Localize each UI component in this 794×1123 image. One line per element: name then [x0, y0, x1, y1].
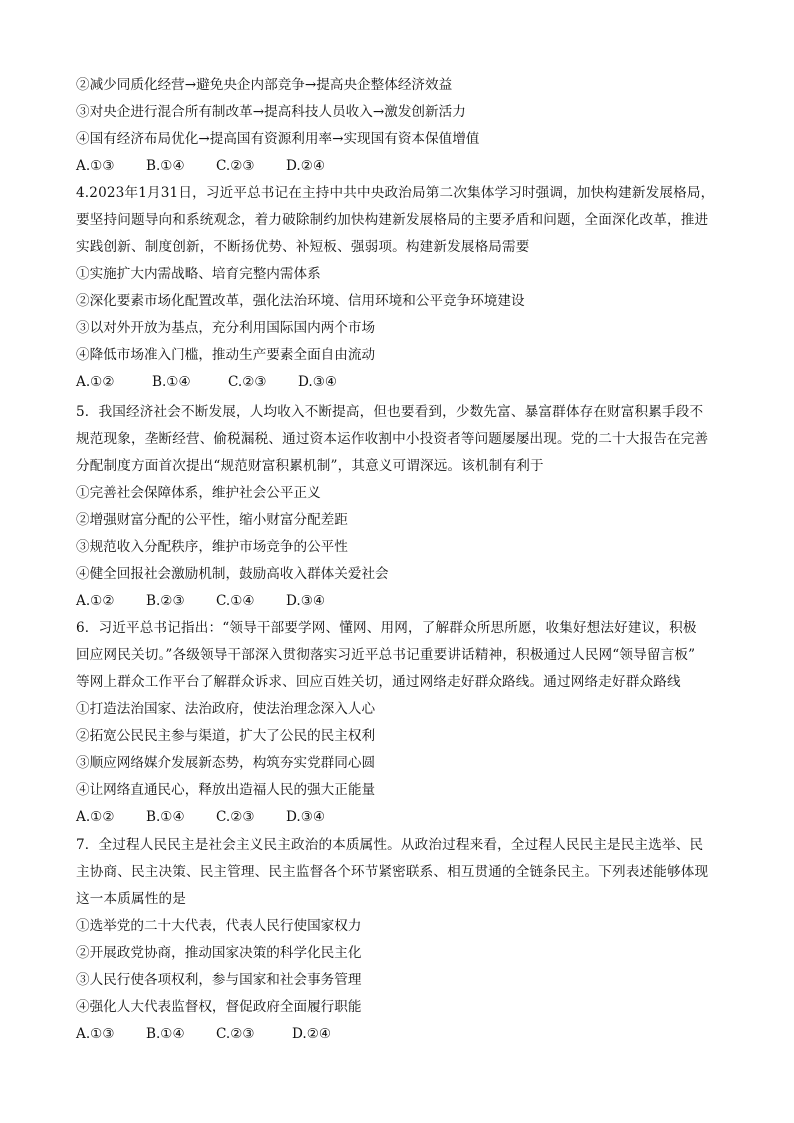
q4-option-3: ③以对外开放为基点，充分利用国际国内两个市场: [76, 320, 376, 336]
q5-option-2: ②增强财富分配的公平性，缩小财富分配差距: [76, 512, 348, 528]
q7-option-1: ①选举党的二十大代表，代表人民行使国家权力: [76, 918, 362, 934]
q6-option-1: ①打造法治国家、法治政府，使法治理念深入人心: [76, 701, 376, 717]
q5-option-3: ③规范收入分配秩序，维护市场竞争的公平性: [76, 539, 348, 555]
q5-option-1: ①完善社会保障体系，维护社会公平正义: [76, 485, 321, 501]
q7-option-4: ④强化人大代表监督权，督促政府全面履行职能: [76, 999, 362, 1015]
q7-stem-line-2: 主协商、民主决策、民主管理、民主监督各个环节紧密联系、相互贯通的全链条民主。下列表述能够体现: [76, 864, 709, 880]
q7-stem-line-3: 这一本质属性的是: [76, 891, 186, 907]
q7-answer-a: A.①③: [76, 1026, 115, 1042]
q5-answer-d: D.③④: [286, 593, 326, 609]
q6-answer-d: D.③④: [286, 809, 326, 825]
q5-answer-c: C.①④: [216, 593, 255, 609]
q7-option-2: ②开展政党协商，推动国家决策的科学化民主化: [76, 945, 362, 961]
q5-answer-a: A.①②: [76, 593, 115, 609]
q6-option-4: ④让网络直通民心，释放出造福人民的强大正能量: [76, 782, 376, 798]
q3-answer-c: C.②③: [216, 158, 255, 174]
q5-answer-b: B.②③: [146, 593, 185, 609]
q4-option-2: ②深化要素市场化配置改革，强化法治环境、信用环境和公平竞争环境建设: [76, 293, 525, 309]
q3-answer-choices: [76, 157, 325, 175]
q6-stem-line-2: 回应网民关切。”各级领导干部深入贯彻落实习近平总书记重要讲话精神，积极通过人民网“领导留言板”: [76, 647, 696, 663]
q5-stem-line-1: 5．我国经济社会不断发展，人均收入不断提高，但也要看到，少数先富、暴富群体存在财富积累手段不: [76, 404, 704, 420]
q6-answer-a: A.①②: [76, 809, 115, 825]
q7-stem-line-1: 7．全过程人民民主是社会主义民主政治的本质属性。从政治过程来看，全过程人民民主是民主选举、民: [76, 837, 704, 853]
q5-option-4: ④健全回报社会激励机制，鼓励高收入群体关爱社会: [76, 566, 389, 582]
q4-answer-d: D.③④: [298, 374, 338, 390]
q3-answer-d: D.②④: [286, 158, 326, 174]
q6-option-2: ②拓宽公民民主参与渠道，扩大了公民的民主权利: [76, 728, 376, 744]
q7-answer-choices: [76, 1025, 331, 1043]
q6-answer-choices: [76, 808, 325, 826]
q7-answer-b: B.①④: [146, 1026, 185, 1042]
q7-option-3: ③人民行使各项权利，参与国家和社会事务管理: [76, 972, 362, 988]
q6-answer-b: B.①④: [146, 809, 185, 825]
q5-stem-line-2: 规范现象，垄断经营、偷税漏税、通过资本运作收割中小投资者等问题屡屡出现。党的二十大报告在完善: [76, 431, 709, 447]
q4-answer-c: C.②③: [228, 374, 267, 390]
q4-stem-line-1: 4.2023年1月31日，习近平总书记在主持中共中央政治局第二次集体学习时强调，加快构建新发展格局，: [76, 185, 715, 201]
q4-option-1: ①实施扩大内需战略、培育完整内需体系: [76, 266, 321, 282]
q4-stem-line-2: 要坚持问题导向和系统观念，着力破除制约加快构建新发展格局的主要矛盾和问题，全面深化改革，推进: [76, 212, 709, 228]
q7-answer-d: D.②④: [292, 1026, 332, 1042]
q3-answer-a: A.①③: [76, 158, 115, 174]
q3-option-2: ②减少同质化经营→避免央企内部竞争→提高央企整体经济效益: [76, 77, 453, 93]
q5-answer-choices: [76, 592, 325, 610]
q6-stem-line-1: 6．习近平总书记指出：“领导干部要学网、懂网、用网，了解群众所思所愿，收集好想法好建议，积极: [76, 620, 697, 636]
q4-answer-choices: [76, 373, 337, 391]
q4-answer-b: B.①④: [152, 374, 191, 390]
q3-answer-b: B.①④: [146, 158, 185, 174]
q5-stem-line-3: 分配制度方面首次提出“规范财富积累机制”，其意义可谓深远。该机制有利于: [76, 458, 544, 474]
q6-stem-line-3: 等网上群众工作平台了解群众诉求、回应百姓关切，通过网络走好群众路线。通过网络走好群众路线: [76, 674, 681, 690]
q4-stem-line-3: 实践创新、制度创新，不断扬优势、补短板、强弱项。构建新发展格局需要: [76, 239, 530, 255]
q7-answer-c: C.②③: [216, 1026, 255, 1042]
q6-answer-c: C.②③: [216, 809, 255, 825]
q3-option-4: ④国有经济布局优化→提高国有资源利用率→实现国有资本保值增值: [76, 131, 480, 147]
q6-option-3: ③顺应网络媒介发展新态势，构筑夯实党群同心圆: [76, 755, 376, 771]
q3-option-3: ③对央企进行混合所有制改革→提高科技人员收入→激发创新活力: [76, 104, 466, 120]
q4-answer-a: A.①②: [76, 374, 115, 390]
q4-option-4: ④降低市场准入门槛，推动生产要素全面自由流动: [76, 347, 376, 363]
